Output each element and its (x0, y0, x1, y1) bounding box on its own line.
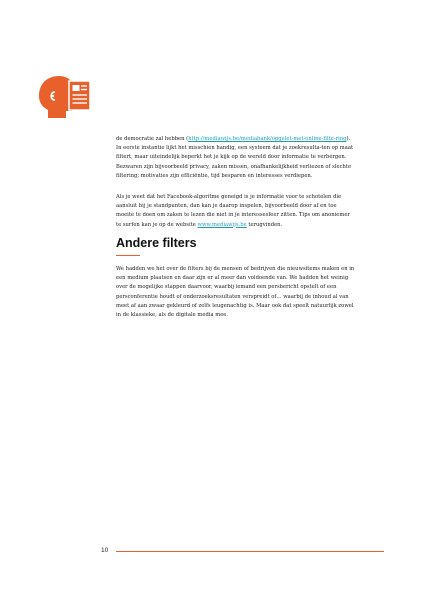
heading-underline (116, 255, 140, 256)
paragraph-3-text: We hadden we het over de filters bij de mensen of bedrijven die nieuwsitems maken en in een medium plaatsen en daar zijn er al meer dan voldoende van. We hadden het weinig over de mogelijke stappen daarvoor, waarbij iemand een persbericht opstelt of een persconferentie houdt of onderzoeksresultaten verspreidt of… waarbij de inhoud al van meet af aan zwaar gekleurd of zelfs leugenachtig is. Maar ook dat speelt natuurlijk zowel in de klassieke, als de digitale media mee. (116, 266, 355, 319)
mediawijs-filtering-link[interactable]: http://mediawijs.be/mediabank/opgelet-met-online-filte-ring (188, 136, 347, 142)
paragraph-2-text-pre: Als je weet dat het Facebook-algoritme geneigd is je informatie voor te schotelen die aansluit bij je standpunten, dan kan je daarop inspelen, bijvoorbeeld door af en toe moeite te doen om zaken te lezen die niet in je interessesfeer zitten. Tips om anoniemer te surfen kan je op de website (116, 194, 350, 228)
paragraph-3 (116, 265, 356, 320)
paragraph-1 (116, 135, 356, 181)
paragraph-2 (116, 193, 356, 230)
head-with-document-icon (37, 70, 93, 120)
paragraph-1-text-pre: de democratie zal hebben ( (116, 136, 189, 142)
section-heading: Andere filters (116, 236, 197, 250)
mediawijs-link[interactable]: www.mediawijs.be (197, 221, 247, 228)
paragraph-2-text-post: terugvinden. (246, 221, 283, 228)
footer-rule (116, 551, 384, 552)
page-number: 10 (101, 547, 109, 554)
paragraph-1-text-post: ). In eerste instantie lijkt het misschien handig, een systeem dat je zoekresulta-ten op maat filtert, maar uiteindelijk beperkt het je kijk op de wereld door informatie te verbergen. Bezwaren zijn bijvoorbeeld privacy, zaken missen, onafhankelijkheid verliezen of slechte filtering; motivaties zijn efficiëntie, tijd besparen en interesses verdiepen. (116, 136, 354, 179)
